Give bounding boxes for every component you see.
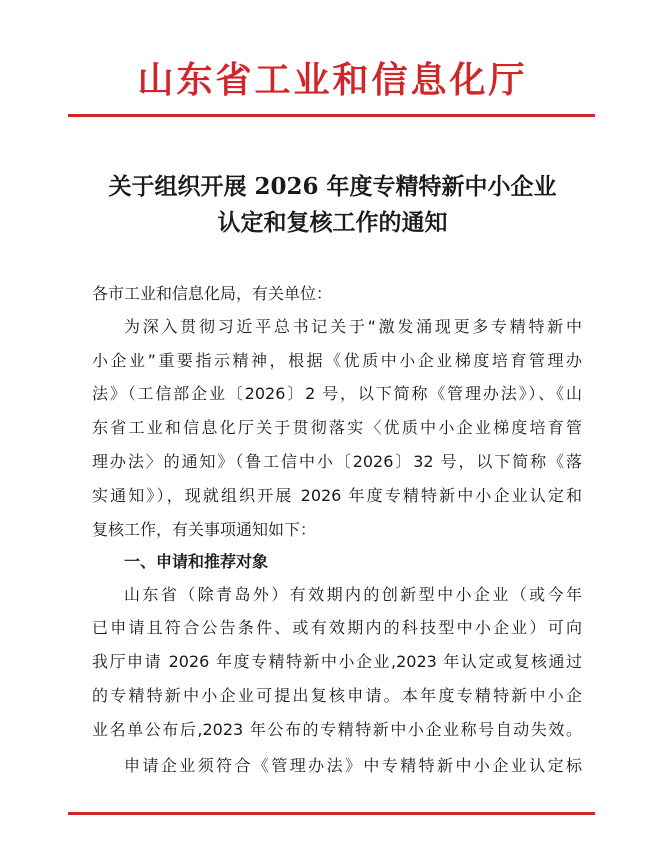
paragraph-2-line-5: 业名单公布后,2023 年公布的专精特新中小企业称号自动失效。	[92, 720, 582, 739]
paragraph-2-line-3: 我厅申请 2026 年度专精特新中小企业,2023 年认定或复核通过	[92, 652, 582, 671]
paragraph-1-line-2: 小企业”重要指示精神，根据《优质中小企业梯度培育管理办	[92, 351, 582, 370]
paragraph-1-line-4: 东省工业和信息化厅关于贯彻落实〈优质中小企业梯度培育管	[92, 418, 582, 437]
letterhead-red-divider	[68, 114, 595, 117]
paragraph-1-line-3: 法》（工信部企业〔2026〕2 号，以下简称《管理办法》）、《山	[92, 384, 582, 403]
paragraph-1-line-7: 复核工作，有关事项通知如下：	[92, 520, 317, 539]
paragraph-1-line-5: 理办法〉的通知》（鲁工信中小〔2026〕32 号，以下简称《落	[92, 452, 582, 471]
salutation: 各市工业和信息化局，有关单位：	[92, 284, 333, 303]
footer-red-divider	[68, 812, 595, 815]
notice-title-line-1: 关于组织开展 2026 年度专精特新中小企业	[108, 173, 557, 200]
paragraph-1-line-6: 实通知》），现就组织开展 2026 年度专精特新中小企业认定和	[92, 486, 582, 505]
letterhead-org-name: 山东省工业和信息化厅	[137, 59, 528, 101]
paragraph-2-line-2: 已申请且符合公告条件、或有效期内的科技型中小企业）可向	[92, 618, 582, 637]
paragraph-2-line-4: 的专精特新中小企业可提出复核申请。本年度专精特新中小企	[92, 686, 582, 705]
paragraph-1-line-1: 为深入贯彻习近平总书记关于“激发涌现更多专精特新中	[124, 317, 582, 336]
paragraph-3-line-1: 申请企业须符合《管理办法》中专精特新中小企业认定标	[124, 756, 582, 775]
notice-title-line-2: 认定和复核工作的通知	[217, 209, 448, 236]
paragraph-2-line-1: 山东省（除青岛外）有效期内的创新型中小企业（或今年	[124, 585, 582, 604]
section-1-heading: 一、申请和推荐对象	[124, 552, 269, 571]
